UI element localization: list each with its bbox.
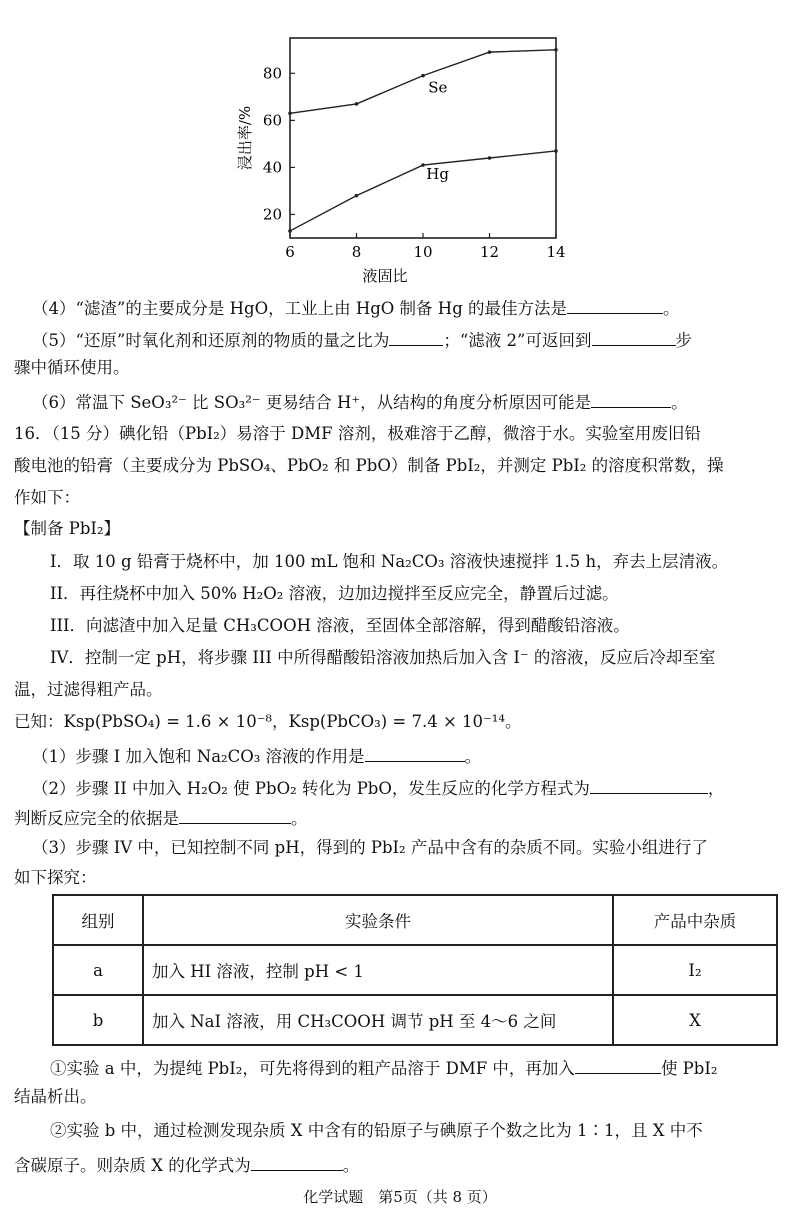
data-point bbox=[554, 149, 558, 153]
x-tick-label: 14 bbox=[546, 243, 566, 261]
series-line-se bbox=[290, 50, 556, 114]
y-axis-label: 浸出率/% bbox=[236, 105, 254, 171]
y-tick-label: 20 bbox=[262, 205, 282, 224]
step-3: III．向滤渣中加入足量 CH₃COOH 溶液，至固体全部溶解，得到醋酸铅溶液。 bbox=[50, 616, 630, 635]
data-point bbox=[288, 229, 292, 233]
data-point bbox=[421, 163, 425, 167]
table-cell: I₂ bbox=[613, 945, 777, 995]
experiment-table bbox=[52, 894, 778, 1046]
table-row bbox=[53, 945, 777, 995]
question-5-cont: 骤中循环使用。 bbox=[14, 358, 130, 377]
data-point bbox=[355, 194, 359, 198]
data-point bbox=[288, 111, 292, 115]
page-footer: 化学试题 第5页（共 8 页） bbox=[303, 1188, 497, 1206]
part-1: （1）步骤 I 加入饱和 Na₂CO₃ 溶液的作用是 。 bbox=[32, 743, 481, 768]
table-header: 组别 bbox=[53, 895, 143, 945]
leaching-rate-chart bbox=[230, 0, 570, 285]
data-point bbox=[421, 74, 425, 78]
question-6: （6）常温下 SeO₃²⁻ 比 SO₃²⁻ 更易结合 H⁺，从结构的角度分析原因可能是 。 bbox=[32, 389, 688, 414]
sub-question-1-cont: 结晶析出。 bbox=[14, 1087, 97, 1106]
question-16-intro-3: 作如下： bbox=[14, 488, 80, 507]
section-title: 【制备 PbI₂】 bbox=[14, 519, 121, 538]
sub-question-1: ①实验 a 中，为提纯 PbI₂，可先将得到的粗产品溶于 DMF 中，再加入 使 PbI₂ bbox=[50, 1055, 717, 1080]
series-label-se: Se bbox=[428, 78, 448, 97]
y-tick-label: 60 bbox=[262, 111, 282, 130]
part-3: （3）步骤 IV 中，已知控制不同 pH，得到的 PbI₂ 产品中含有的杂质不同。实验小组进行了 bbox=[32, 838, 708, 857]
table-cell: 加入 HI 溶液，控制 pH < 1 bbox=[143, 945, 613, 995]
part-2: （2）步骤 II 中加入 H₂O₂ 使 PbO₂ 转化为 PbO，发生反应的化学方程式为 ， bbox=[32, 775, 724, 800]
plot-frame bbox=[290, 38, 556, 238]
sub-question-2-cont: 含碳原子。则杂质 X 的化学式为 。 bbox=[14, 1152, 359, 1177]
x-axis-label: 液固比 bbox=[362, 267, 408, 285]
known-constants: 已知：Ksp(PbSO₄) = 1.6 × 10⁻⁸，Ksp(PbCO₃) = 7.4 × 10⁻¹⁴。 bbox=[14, 712, 522, 731]
table-cell: 加入 NaI 溶液，用 CH₃COOH 调节 pH 至 4～6 之间 bbox=[143, 995, 613, 1045]
table-row bbox=[53, 995, 777, 1045]
series-label-hg: Hg bbox=[426, 164, 449, 183]
series-line-hg bbox=[290, 151, 556, 231]
data-point bbox=[488, 50, 492, 54]
y-tick-label: 80 bbox=[262, 64, 282, 83]
question-16-intro: 16．（15 分）碘化铅（PbI₂）易溶于 DMF 溶剂，极难溶于乙醇，微溶于水。实验室用废旧铅 bbox=[14, 424, 701, 443]
table-cell: a bbox=[53, 945, 143, 995]
table-header-row bbox=[53, 895, 777, 945]
question-4: （4）“滤渣”的主要成分是 HgO，工业上由 HgO 制备 Hg 的最佳方法是 。 bbox=[32, 295, 680, 320]
table-cell: X bbox=[613, 995, 777, 1045]
y-tick-label: 40 bbox=[262, 158, 282, 177]
data-point bbox=[355, 102, 359, 106]
step-4: IV．控制一定 pH，将步骤 III 中所得醋酸铅溶液加热后加入含 I⁻ 的溶液，反应后冷却至室 bbox=[50, 648, 716, 667]
table-cell: b bbox=[53, 995, 143, 1045]
data-point bbox=[488, 156, 492, 160]
x-tick-label: 12 bbox=[479, 243, 500, 261]
x-tick-label: 8 bbox=[351, 243, 362, 261]
part-2-cont: 判断反应完全的依据是 。 bbox=[14, 805, 308, 830]
step-1: I．取 10 g 铅膏于烧杯中，加 100 mL 饱和 Na₂CO₃ 溶液快速搅拌 1.5 h，弃去上层清液。 bbox=[50, 552, 729, 571]
question-5: （5）“还原”时氧化剂和还原剂的物质的量之比为 ；“滤液 2”可返回到 步 bbox=[32, 327, 692, 352]
x-tick-label: 10 bbox=[413, 243, 433, 261]
table-header: 产品中杂质 bbox=[613, 895, 777, 945]
data-point bbox=[554, 48, 558, 52]
question-16-intro-2: 酸电池的铅膏（主要成分为 PbSO₄、PbO₂ 和 PbO）制备 PbI₂，并测定 PbI₂ 的溶度积常数，操 bbox=[14, 456, 724, 475]
sub-question-2: ②实验 b 中，通过检测发现杂质 X 中含有的铅原子与碘原子个数之比为 1∶1，且 X 中不 bbox=[50, 1121, 703, 1140]
step-2: II．再往烧杯中加入 50% H₂O₂ 溶液，边加边搅拌至反应完全，静置后过滤。 bbox=[50, 584, 619, 603]
table-header: 实验条件 bbox=[143, 895, 613, 945]
part-3-cont: 如下探究： bbox=[14, 868, 97, 887]
x-tick-label: 6 bbox=[285, 243, 295, 261]
step-4-cont: 温，过滤得粗产品。 bbox=[14, 680, 163, 699]
